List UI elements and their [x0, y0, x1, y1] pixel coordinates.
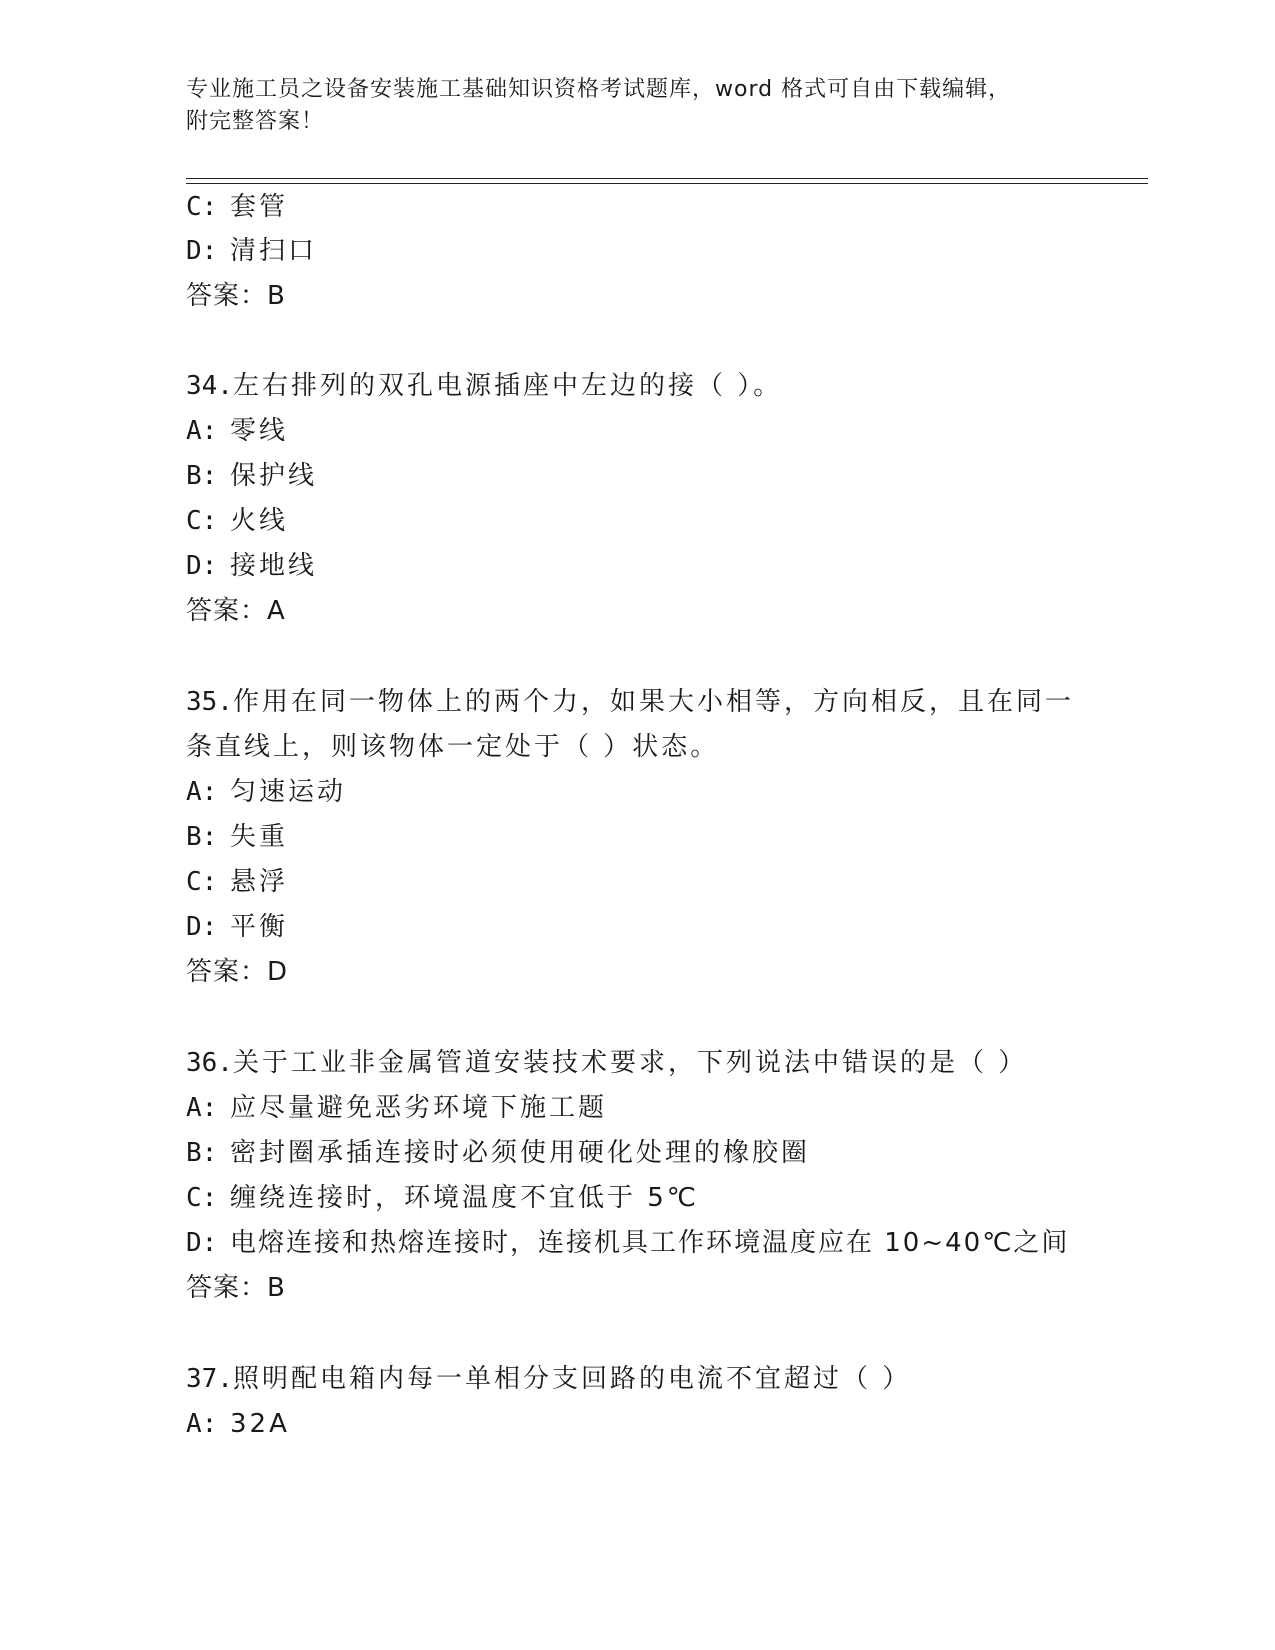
- question-35-option-a: [186, 775, 346, 809]
- question-text: 左右排列的双孔电源插座中左边的接（ ）。: [232, 371, 783, 401]
- question-36-option-a: [186, 1091, 607, 1125]
- question-35-stem-line1: [186, 685, 1074, 719]
- option-text: 悬浮: [230, 867, 289, 897]
- option-text: 接地线: [230, 551, 318, 581]
- prev-option-c: [186, 190, 288, 224]
- option-label: D:: [186, 236, 218, 266]
- header-title-line2: 附完整答案！: [186, 109, 325, 134]
- page-header: [186, 74, 1086, 138]
- question-36-option-d: [186, 1226, 1069, 1260]
- question-36-answer: 答案：B: [186, 1273, 286, 1303]
- question-text: 照明配电箱内每一单相分支回路的电流不宜超过（ ）: [232, 1364, 912, 1394]
- option-text: 火线: [230, 506, 289, 536]
- question-37-stem: [186, 1362, 911, 1396]
- option-label: A:: [186, 1093, 218, 1123]
- option-text: 32A: [230, 1409, 290, 1439]
- question-34-option-b: [186, 459, 317, 493]
- option-text: 应尽量避免恶劣环境下施工题: [230, 1093, 608, 1123]
- option-label: A:: [186, 777, 218, 807]
- option-label: D:: [186, 551, 218, 581]
- option-text: 失重: [230, 822, 289, 852]
- option-text: 零线: [230, 416, 289, 446]
- option-label: C:: [186, 506, 218, 536]
- option-text: 保护线: [230, 461, 318, 491]
- option-label: C:: [186, 867, 218, 897]
- question-34-option-a: [186, 414, 288, 448]
- option-label: D:: [186, 1228, 218, 1258]
- question-text: 关于工业非金属管道安装技术要求，下列说法中错误的是（ ）: [232, 1048, 1028, 1078]
- question-number: 35.: [186, 687, 233, 717]
- option-text: 电熔连接和热熔连接时，连接机具工作环境温度应在 10~40℃之间: [230, 1228, 1070, 1258]
- header-divider-bottom: [186, 183, 1148, 184]
- option-label: C:: [186, 192, 218, 222]
- question-37-option-a: [186, 1407, 290, 1441]
- option-label: D:: [186, 912, 218, 942]
- option-label: A:: [186, 416, 218, 446]
- question-34-answer: 答案：A: [186, 596, 286, 626]
- option-label: C:: [186, 1183, 218, 1213]
- question-36-option-b: [186, 1136, 810, 1170]
- option-text: 匀速运动: [230, 777, 347, 807]
- question-35-answer: 答案：D: [186, 957, 289, 987]
- question-34-option-c: [186, 504, 288, 538]
- question-34-stem: [186, 369, 782, 403]
- option-label: B:: [186, 1138, 218, 1168]
- option-text: 密封圈承插连接时必须使用硬化处理的橡胶圈: [230, 1138, 811, 1168]
- option-label: B:: [186, 822, 218, 852]
- header-divider-top: [186, 178, 1148, 179]
- prev-answer: 答案：B: [186, 281, 286, 311]
- option-label: B:: [186, 461, 218, 491]
- question-35-stem-line2: 条直线上，则该物体一定处于（ ）状态。: [186, 732, 720, 762]
- question-36-option-c: [186, 1181, 699, 1215]
- question-number: 34.: [186, 371, 233, 401]
- option-text: 平衡: [230, 912, 289, 942]
- option-text: 套管: [230, 192, 289, 222]
- question-35-option-d: [186, 910, 288, 944]
- prev-option-d: [186, 234, 317, 268]
- header-title-line1: 专业施工员之设备安装施工基础知识资格考试题库，word 格式可自由下载编辑，: [186, 77, 1012, 102]
- question-number: 37.: [186, 1364, 233, 1394]
- question-number: 36.: [186, 1048, 233, 1078]
- question-34-option-d: [186, 549, 317, 583]
- question-36-stem: [186, 1046, 1027, 1080]
- option-label: A:: [186, 1409, 218, 1439]
- option-text: 缠绕连接时，环境温度不宜低于 5℃: [230, 1183, 700, 1213]
- option-text: 清扫口: [230, 236, 318, 266]
- question-35-option-c: [186, 865, 288, 899]
- question-35-option-b: [186, 820, 288, 854]
- question-text: 作用在同一物体上的两个力，如果大小相等，方向相反，且在同一: [232, 687, 1074, 717]
